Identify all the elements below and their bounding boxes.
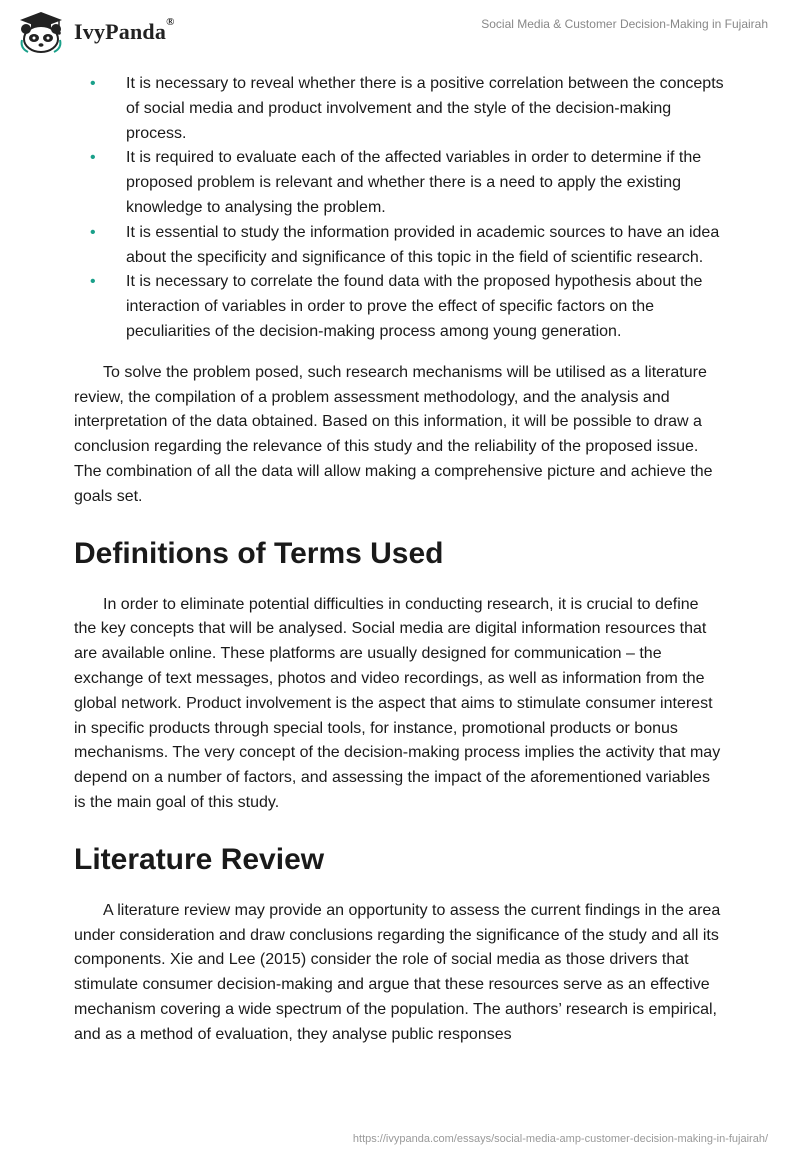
bullet-dot-icon: •	[90, 149, 96, 167]
objectives-list	[74, 72, 724, 345]
definitions-paragraph: In order to eliminate potential difficulties in conducting research, it is crucial to define the key concepts that will be analysed. Social media are digital information resources that are available online. These platforms are usually designed for communication – the exchange of text messages, photos and video recordings, as well as information from the global network. Product involvement is the aspect that aims to stimulate consumer interest in specific products through special tools, for instance, promotional products or bonus mechanisms. The very concept of the decision-making process implies the activity that may depend on a number of factors, and assessing the impact of the aforementioned variables is the main goal of this study.	[74, 595, 721, 811]
list-item-text: It is essential to study the information provided in academic sources to have an idea about the specificity and significance of this topic in the field of scientific research.	[126, 223, 720, 266]
list-item	[74, 72, 724, 146]
registered-mark: ®	[166, 16, 175, 28]
list-item-text: It is necessary to reveal whether there is a positive correlation between the concepts of social media and product involvement and the style of the decision-making process.	[126, 75, 724, 142]
literature-review-heading: Literature Review	[74, 842, 325, 876]
intro-paragraph: To solve the problem posed, such research mechanisms will be utilised as a literature review, the compilation of a problem assessment methodology, and the analysis and interpretation of the data obtained. Based on this information, it will be possible to draw a conclusion regarding the relevance of this study and the reliability of the proposed issue. The combination of all the data will allow making a comprehensive picture and achieve the goals set.	[74, 363, 713, 505]
list-item	[74, 221, 724, 271]
bullet-dot-icon: •	[90, 75, 96, 92]
list-item-text: It is required to evaluate each of the affected variables in order to determine if the proposed problem is relevant and whether there is a need to apply the existing knowledge to analysing the problem.	[126, 149, 702, 216]
list-item-text: It is necessary to correlate the found data with the proposed hypothesis about the interaction of variables in order to prove the effect of specific factors on the peculiarities of the decision-making process among young generation.	[126, 273, 703, 340]
panda-graduate-icon	[12, 10, 70, 54]
definitions-heading: Definitions of Terms Used	[74, 536, 444, 570]
list-item	[74, 270, 724, 344]
literature-review-paragraph: A literature review may provide an opportunity to assess the current findings in the area under consideration and draw conclusions regarding the significance of the study and all its components. Xie and Lee (2015) consider the role of social media as those drivers that stimulate consumer decision-making and argue that these resources serve as an effective mechanism covering a wide spectrum of the population. The authors’ research is empirical, and as a method of evaluation, they analyse public responses	[74, 901, 721, 1043]
essay-body	[74, 72, 724, 1048]
logo[interactable]	[12, 10, 175, 54]
page-header	[0, 0, 800, 60]
bullet-dot-icon: •	[90, 273, 96, 291]
list-item	[74, 146, 724, 220]
document-title: Social Media & Customer Decision-Making in Fujairah	[481, 17, 768, 31]
bullet-dot-icon: •	[90, 223, 96, 241]
logo-text: IvyPanda®	[74, 16, 175, 44]
source-url[interactable]: https://ivypanda.com/essays/social-media-amp-customer-decision-making-in-fujairah/	[352, 1133, 768, 1145]
